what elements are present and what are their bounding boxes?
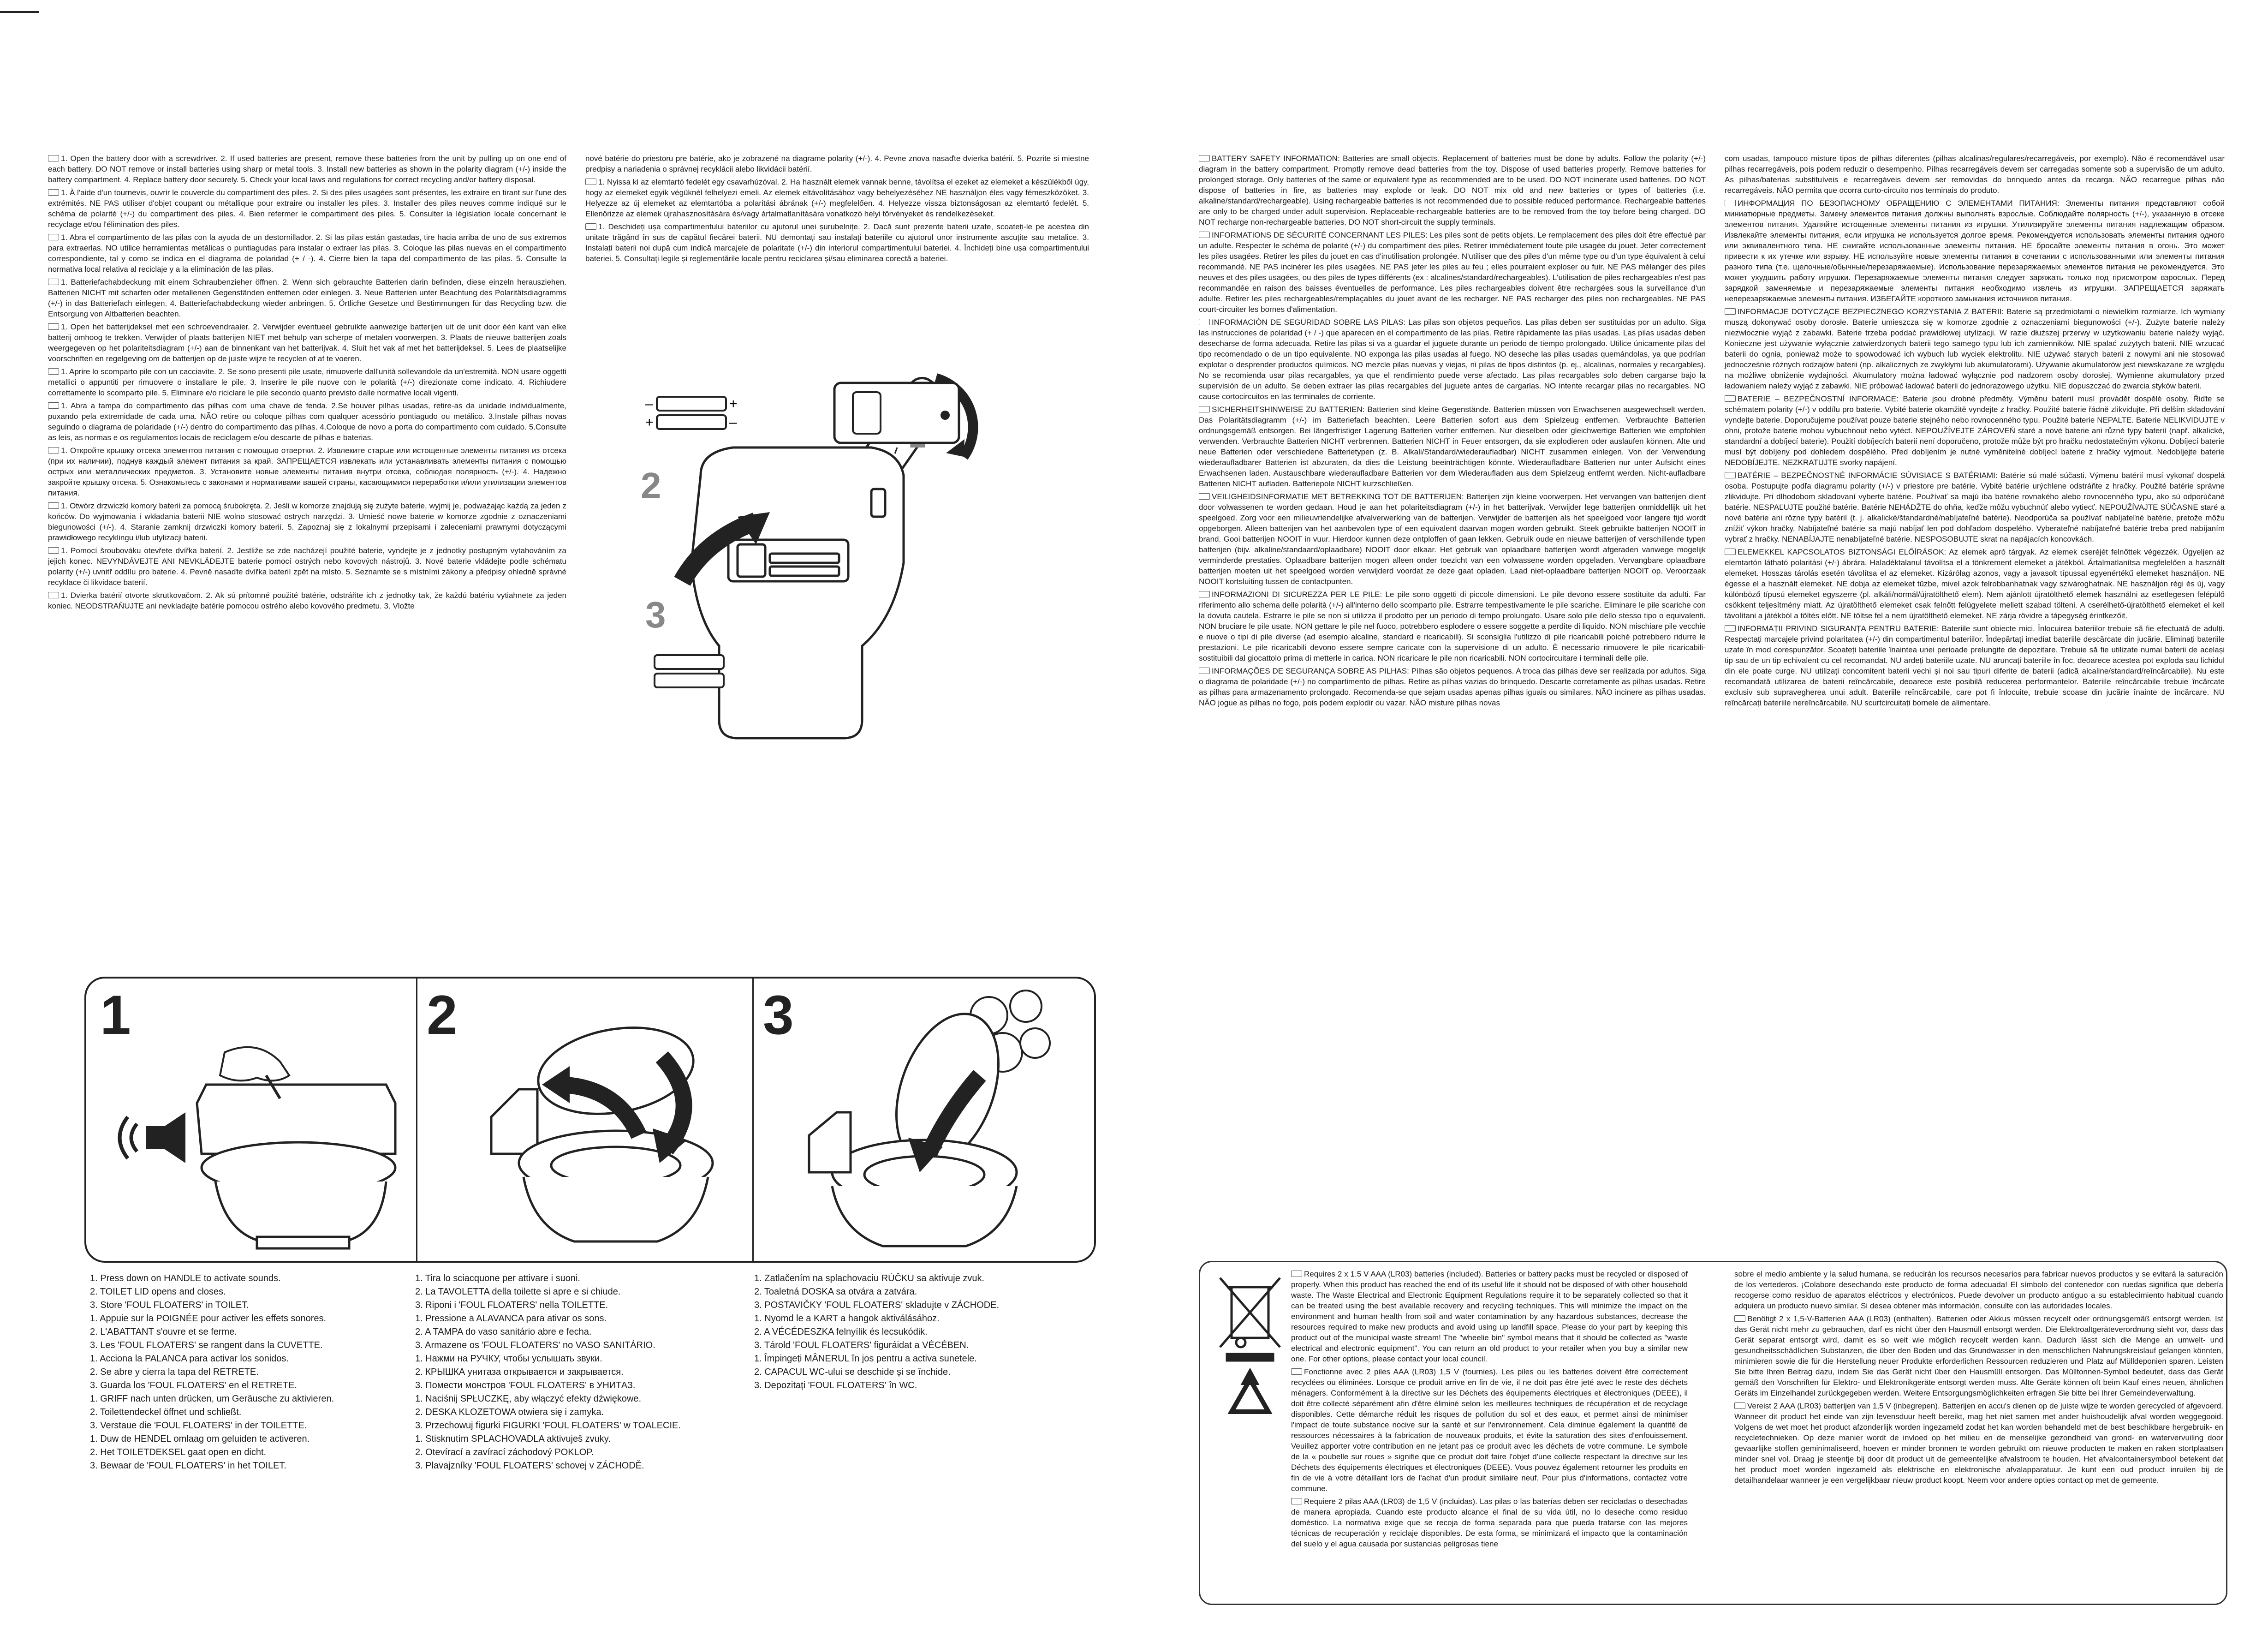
instruction-de: 1. Batteriefachabdeckung mit einem Schraubenzieher öffnen. 2. Wenn sich gebrauchte Batterien darin befinden, diese einzeln herausziehen. Batterien NICHT mit scharfen oder metallenen Gegenständen entfernen oder einlegen. 3. Neue Batterien unter Beachtung des Polaritätsdiagramms (+/-) in das Batteriefach einlegen. 4. Batteriefachabdeckung wieder anbringen. 5. Örtliche Gesetze und Bestimmungen für das Recycling bzw. die Entsorgung von Altbatterien beachten. [48, 278, 566, 318]
instruction-sk: 1. Dvierka batérií otvorte skrutkovačom. 2. Ak sú prítomné použité batérie, odstráňte ich z jednotky tak, že každú batériu vytiahnete za jeden koniec. NEODSTRAŇUJTE ani nevkladajte batérie pomocou ostrého alebo kovového predmetu. 3. Vložte [48, 591, 566, 610]
instruction-ru: 1. Откройте крышку отсека элементов питания с помощью отвертки. 2. Извлеките старые или истощенные элементы питания из отсека (при их наличии), поднув каждый элемент питания за край. ЗАПРЕЩАЕТСЯ извлекать или устанавливать элементы питания с помощью острых или металлических предметов. 3. Установите новые элементы питания внутри отсека, соблюдая полярность (+/-). 4. Надежно закройте крышку отсека. 5. Ознакомьтесь с законами и нормативами вашей страны, касающимися переработки и/или утилизации элементов питания. [48, 446, 566, 497]
flag-icon [48, 402, 59, 409]
safety-sk: BATÉRIE – BEZPEČNOSTNÉ INFORMÁCIE SÚVISIACE S BATÉRIAMI: Batérie sú malé súčasti. Výmenu batérií musí vykonať dospelá osoba. Postupujte podľa diagramu polarity (+/-) v priestore pre batérie. Vybité batérie urýchlene odstráňte z hračky. Použité batérie správne zlikvidujte. Pri dlhodobom skladovaní vyberte batérie. Používať sa majú iba batérie rovnakého alebo rovnocenného typu, ako sú odporúčané batérie. NESPAĽUJTE použité batérie. Batérie NEHÁDŽTE do ohňa, keďže môžu vybuchnúť alebo vytiecť. NEPOUŽÍVAJTE SÚČASNE staré a nové batérie ani rôzne typy batérií (t. j. alkalické/štandardné/nabíjateľné batérie). Neodporúča sa používať nabíjateľné batérie, pretože môžu znížiť výkon hračky. Nabíjateľné batérie sa majú nabíjať len pod dohľadom dospelého. Vyberateľné nabíjateľné batérie treba pred nabíjaním vybrať z hračky. NENABÍJAJTE nenabíjateľné batérie. NESPOSOBUJTE skrat na napájacích koncovkách. [1725, 471, 2225, 543]
flag-icon [48, 547, 59, 554]
toilet-store-illustration [795, 988, 1081, 1255]
captions-middle [415, 1272, 747, 1473]
caption-item: 1. Împingeți MÂNERUL în jos pentru a activa sunetele. [754, 1354, 977, 1364]
caption-item: 1. Naciśnij SPŁUCZKĘ, aby włączyć efekty dźwiękowe. [415, 1394, 642, 1404]
caption-item: 3. Depozitați 'FOUL FLOATERS' în WC. [754, 1380, 917, 1390]
recycling-text-right [1734, 1269, 2223, 1488]
caption-item: 1. Press down on HANDLE to activate sounds. [90, 1273, 281, 1283]
step-number-3: 3 [645, 594, 666, 635]
caption-item: 1. Acciona la PALANCA para activar los sonidos. [90, 1354, 289, 1364]
battery-cover [834, 383, 959, 443]
safety-ro: INFORMAȚII PRIVIND SIGURANȚA PENTRU BATERIE: Bateriile sunt obiecte mici. Înlocuirea bateriilor trebuie să fie efectuată de adulți. Respectați marcajele privind polaritatea (+/-) din compartimentul bateriilor. Îndepărtați imediat bateriile descărcate din jucărie. Eliminați bateriile uzate în mod corespunzător. Scoateți bateriile înaintea unei perioade prelungite de depozitare. Trebuie să fie utilizate numai baterii de același tip sau de un tip echivalent cu cel recomandat. NU ardeți bateriile uzate. NU aruncați bateriile în foc, deoarece acestea pot exploda sau lichidul din ele poate curge. NU utilizați concomitent baterii vechi și noi sau tipuri diferite de baterii (adică alcaline/standard/reîncărcabile). Nu este recomandată utilizarea de baterii reîncărcabile, deoarece este posibilă reducerea performanțelor. Bateriile reîncărcabile trebuie încărcate exclusiv sub supravegherea unui adult. Bateriile reîncărcabile, care pot fi înlocuite, trebuie scoase din jucărie înainte de încărcare. NU reîncărcați bateriile nereîncărcabile. NU scurtcircuitați bornele de alimentare. [1725, 624, 2225, 707]
hand-icon [220, 1047, 289, 1081]
flag-icon [1199, 232, 1210, 238]
caption-item: 1. Zatlačením na splachovaciu RÚČKU sa aktivuje zvuk. [754, 1273, 985, 1283]
battery-instructions-column-1 [48, 153, 566, 614]
instruction-hu: 1. Nyissa ki az elemtartó fedelét egy csavarhúzóval. 2. Ha használt elemek vannak benne, távolítsa el ezeket az elemeket a készülékből úgy, hogy az elemeket egyik végüknél felhelyezi emeli. Az elemek eltávolításához vagy behelyezéséhez NE használjon éles vagy fémeszközöket. 3. Helyezze az új elemeket az elemtartóba a polaritási ábrának (+/-) megfelelően. 4. Helyezze vissza biztonságosan az elemtartó fedelét. 5. Ellenőrizze az elemek újrahasznosítására és/vagy ártalmatlanítására vonatkozó helyi törvényeket és rendelkezéseket. [585, 178, 1089, 218]
caption-item: 2. Toilettendeckel öffnet und schließt. [90, 1407, 242, 1417]
caption-item: 1. Нажми на РУЧКУ, чтобы услышать звуки. [415, 1354, 602, 1364]
battery-install-illustration [585, 323, 1185, 923]
caption-item: 2. DESKA KLOZETOWA otwiera się i zamyka. [415, 1407, 604, 1417]
flag-icon [585, 179, 596, 185]
caption-item: 2. TOILET LID opens and closes. [90, 1287, 226, 1297]
caption-item: 1. Appuie sur la POIGNÉE pour activer les effets sonores. [90, 1313, 327, 1324]
flag-icon [1734, 1402, 1745, 1409]
flag-icon [1725, 200, 1736, 206]
minus-sign: – [645, 396, 653, 412]
caption-item: 2. La TAVOLETTA della toilette si apre e si chiude. [415, 1287, 621, 1297]
flag-icon [1725, 308, 1736, 315]
safety-ru: ИНФОРМАЦИЯ ПО БЕЗОПАСНОМУ ОБРАЩЕНИЮ С ЭЛЕМЕНТАМИ ПИТАНИЯ: Элементы питания представляют собой миниатюрные предметы. Замену элементов питания должны выполнять взрослые. Соблюдайте полярность (+/-), указанную в отсеке элементов питания. Удаляйте истощенные элементы питания из игрушки. Утилизируйте элементы питания надлежащим образом. Извлекайте элементы питания, если игрушка не используется долгое время. Рекомендуется использовать элементы питания одного или эквивалентного типа. НЕ сжигайте использованные элементы питания. НЕ бросайте элементы питания в огонь. Это может привести к их утечке или взрыву. НЕ используйте новые элементы питания в сочетании с использованными или элементы питания разного типа (т.е. щелочные/обычные/перезаряжаемые). Использование перезаряжаемых элементов питания не рекомендуется. Это может ухудшить работу игрушки. Перезаряжаемые элементы питания следует заряжать только под присмотром взрослых. Перед зарядкой заменяемые и перезаряжаемые элементы питания необходимо извлечь из игрушки. ЗАПРЕЩАЕТСЯ заряжать неперезаряжаемые элементы питания. ИЗБЕГАЙТЕ короткого замыкания источников питания. [1725, 199, 2225, 303]
flag-icon [1199, 668, 1210, 674]
battery-instructions-column-2 [585, 153, 1089, 266]
flag-icon [1199, 319, 1210, 325]
recycling-de: Benötigt 2 x 1,5-V-Batterien AAA (LR03) (enthalten). Batterien oder Akkus müssen recycelt oder ordnungsgemäß entsorgt werden. Ist das Gerät nicht mehr zu gebrauchen, darf es nicht über den Hausmüll entsorgt werden. Die Elektroaltgeräteverordnung sieht vor, dass das Gerät separat entsorgt wird, damit es so weit wie möglich recycelt werden kann. Dadurch lässt sich die Menge an umwelt- und gesundheitsschädlichen Substanzen, die über den Boden und das Grundwasser in den menschlichen Nahrungskreislauf gelangen könnten, minimieren sowie die für die Herstellung neuer Produkte erforderlichen Ressourcen reduzieren und Platz auf Mülldeponien sparen. Leisten Sie bitte Ihren Beitrag dazu, indem Sie das Gerät nicht über den Hausmüll entsorgen. Das Mülltonnen-Symbol bedeutet, dass das Gerät gemäß den Vorschriften für Elektro- und Elektronikgeräte entsorgt werden muss. Alte Geräte können oft beim Kauf eines neuen, ähnlichen Geräts im Einzelhandel zurückgegeben werden. Weitere Entsorgungsmöglichkeiten erfragen Sie bitte bei Ihrer Gemeindeverwaltung. [1734, 1314, 2223, 1397]
safety-pl: INFORMACJE DOTYCZĄCE BEZPIECZNEGO KORZYSTANIA Z BATERII: Baterie są przedmiotami o niewielkim rozmiarze. Ich wymiany muszą dokonywać osoby dorosłe. Baterie umieszcza się w komorze zgodnie z oznaczeniami biegunowości (+/-). Zużyte baterie należy niezwłocznie wyjąć z zabawki. Baterie trzeba poddać prawidłowej utylizacji. W razie dłuższej przerwy w użytkowaniu baterie należy wyjąć. Konieczne jest używanie wyłącznie zatwierdzonych baterii tego samego typu lub ich zamienników. NIE spalać zużytych baterii. NIE wrzucać baterii do ognia, ponieważ może to spowodować ich wybuch lub wyciek elektrolitu. NIE używać starych baterii z nowymi ani nie stosować jednocześnie różnych rodzajów baterii (np. alkalicznych ze zwykłymi lub akumulatorami). Używanie akumulatorów jest niewskazane ze względu na możliwe obniżenie wydajności. Akumulatory można ładować wyłącznie pod nadzorem osoby dorosłej. Wymienne akumulatory przed ładowaniem należy wyjąć z zabawki. NIE próbować ładować baterii do jednorazowego użytku. NIE dopuszczać do zwarcia styków baterii. [1725, 307, 2225, 390]
flag-icon [1199, 155, 1210, 161]
battery-safety-column-4 [1725, 153, 2225, 710]
toilet-illustration [809, 1000, 1018, 1246]
flag-icon [48, 502, 59, 509]
panel-2 [417, 979, 752, 1261]
safety-hu: ELEMEKKEL KAPCSOLATOS BIZTONSÁGI ELŐÍRÁSOK: Az elemek apró tárgyak. Az elemek cseréjét felnőttek végezzék. Ügyeljen az elemtartón látható polaritási (+/-) ábrára. Haladéktalanul távolítsa el a tönkrement elemeket a játékból. Ártalmatlanítsa megfelelően a használt elemeket. Hosszas tárolás esetén távolítsa el az elemeket. Kizárólag azonos, vagy a javasolt típussal egyenértékű elemeket használjon. NE égesse el a használt elemeket. NE dobja az elemeket tűzbe, mivel azok felrobbanhatnak vagy szivároghatnak. NE használjon régi és új, vagy különböző típusú elemeket egyszerre (pl. alkáli/normál/újratölthető elem). Nem ajánlott újratölthető elemek használni az esetlegesen felépülő csökkent teljesítmény miatt. Az újratölthető elemeket csak felnőtt felügyelete mellett szabad tölteni. A cserélhető-újratölthető elemeket el kell távolítani a játékból a töltés előtt. NE töltse fel a nem újratölthető elemeket. NE zárja rövidre a tápegység érintkezőit. [1725, 548, 2225, 620]
caption-item: 2. КРЫШКА унитаза открывается и закрывается. [415, 1367, 624, 1377]
safety-es: INFORMACIÓN DE SEGURIDAD SOBRE LAS PILAS: Las pilas son objetos pequeños. Las pilas deben ser sustituidas por un adulto. Siga las instrucciones de polaridad (+ / -) que aparecen en el compartimento de las pilas. Retire rápidamente las pilas usadas. Las pilas usadas deben desecharse de forma adecuada. Retire las pilas si va a guardar el juguete durante un periodo de tiempo prolongado. Utilice únicamente pilas del tipo recomendado o de un tipo equivalente. NO exponga las pilas usadas al fuego. NO deseche las pilas usadas quemándolas, ya que podrían explotar o desprender productos químicos. NO mezcle pilas nuevas y viejas, ni pilas de tipos distintos (p. ej., alcalinas, normales y recargables). No se recomienda usar pilas recargables, ya que el rendimiento puede verse afectado. Las pilas recargables solo deben cargarse bajo la supervisión de un adulto. Se deben extraer las pilas recargables del juguete antes de cargarlas. NO intente recargar pilas no recargables. NO cause cortocircuitos en las terminales de corriente. [1199, 318, 1706, 401]
instruction-sk-cont: nové batérie do priestoru pre batérie, ako je zobrazené na diagrame polarity (+/-). 4. Pevne znova nasaďte dvierka batérií. 5. Pozrite si miestne predpisy a nariadenia o správnej recyklácii alebo likvidácii batérií. [585, 154, 1089, 173]
flag-icon [1725, 625, 1736, 632]
caption-item: 2. Otevírací a zavírací záchodový POKLOP. [415, 1447, 594, 1457]
panel-number-1: 1 [100, 984, 130, 1046]
panel-number-2: 2 [427, 984, 457, 1046]
safety-pt: INFORMAÇÕES DE SEGURANÇA SOBRE AS PILHAS: Pilhas são objetos pequenos. A troca das pilhas deve ser realizada por adultos. Siga o diagrama de polaridade (+/-) no compartimento de pilhas. Retire as pilhas vazias do brinquedo. Descarte corretamente as pilhas usadas. Retire as pilhas para armazenamento prolongado. Recomenda-se que sejam usadas apenas pilhas iguais ou similares. NÃO incinere as pilhas usadas. NÃO jogue as pilhas no fogo, pois podem explodir ou vazar. NÃO misture pilhas novas [1199, 667, 1706, 707]
flag-icon [1725, 395, 1736, 402]
safety-cz: BATERIE – BEZPEČNOSTNÍ INFORMACE: Baterie jsou drobné předměty. Výměnu baterií musí provádět dospělé osoby. Řiďte se schématem polarity (+/-) v oddílu pro baterie. Vybité baterie okamžitě vyndejte z hračky. Použité baterie řádně zlikvidujte. Při delším skladování vyndejte baterie. Doporučujeme používat pouze baterie stejného nebo rovnocenného typu. Použité baterie NEPALTE. Baterie NELIKVIDUJTE v ohni, protože baterie mohou vybuchnout nebo vytéct. NEPOUŽÍVEJTE ZÁROVEŇ staré a nové baterie ani různé typy baterií (např. alkalické, standardní a dobíjecí baterie). Použití dobíjecích baterií není doporučeno, protože může být pro hračku nedostatečným výkonu. Dobíjecí baterie musí být dobíjeny pod dohledem dospělého. Před dobíjením je nutné vyměnitelné dobíjecí baterie z hračky vyjmout. Nedobíjejte baterie NEDOBÍJEJTE. NEZKRATUJTE svorky napájení. [1725, 394, 2225, 467]
safety-pt-cont: com usadas, tampouco misture tipos de pilhas diferentes (pilhas alcalinas/regulares/recarregáveis, por exemplo). Não é recomendável usar pilhas recarregáveis, pois podem reduzir o desempenho. Pilhas recarregáveis devem ser carregadas somente sob a supervisão de um adulto. As pilhas/baterias substituíveis e recarregáveis devem ser removidas do brinquedo antes da recarga. NÃO recarregue pilhas não recarregáveis. NÃO permita que ocorra curto-circuito nos terminais do produto. [1725, 154, 2225, 195]
caption-item: 1. Stisknutím SPLACHOVADLA aktivuješ zvuky. [415, 1434, 611, 1444]
instruction-cz: 1. Pomocí šroubováku otevřete dvířka baterií. 2. Jestliže se zde nacházejí použité baterie, vyndejte je z jednotky postupným vytahováním za jejich konec. NEVYNDÁVEJTE ANI NEVKLÁDEJTE baterie pomocí ostrých nebo kovových nástrojů. 3. Nové baterie vkládejte podle schématu polarity (+/-) uvnitř oddílu pro baterie. 4. Pevně nasaďte dvířka baterií zpět na místo. 5. Seznamte se s místními zákony a předpisy ohledně správné recyklace či likvidace baterií. [48, 546, 566, 587]
recycling-fr: Fonctionne avec 2 piles AAA (LR03) 1,5 V (fournies). Les piles ou les batteries doivent être correctement recyclées ou éliminées. Lorsque ce produit arrive en fin de vie, il ne doit pas être jeté avec le reste des déchets ménagers. Conformément à la directive sur les Déchets des équipements électriques et électroniques (DEEE), il doit être collecté séparément afin d'être éliminé selon les meilleures techniques de récupération et de recyclage disponibles. Cette démarche réduit les risques de pollution du sol et des eaux, et permet ainsi de minimiser l'impact de toute substance nocive sur la santé et sur l'environnement. Cela diminue également la quantité de ressources nécessaires à la fabrication de nouveaux produits, et évite la saturation des sites d'enfouissement. Veuillez apporter votre contribution en ne jetant pas ce produit avec les déchets de votre commune. Le symbole de la « poubelle sur roues » signifie que ce produit doit faire l'objet d'une collecte respectant la directive sur les Déchets des équipements électriques et électroniques (DEEE). Vous pouvez également retourner les produits en fin de vie à votre détaillant lors de l'achat d'un produit similaire neuf. Pour plus d'informations, contactez votre commune. [1291, 1367, 1688, 1493]
recycling-nl: Vereist 2 AAA (LR03) batterijen van 1,5 V (inbegrepen). Batterijen en accu's dienen op de juiste wijze te worden gerecycled of afgevoerd. Wanneer dit product het einde van zijn levensduur heeft bereikt, mag het niet samen met ander huishoudelijk afval worden weggegooid. Volgens de wet moet het product afzonderlijk worden ingezameld zodat het kan worden behandeld met de best beschikbare hergebruik- en recycletechnieken. Op deze manier wordt de invloed op het milieu en de menselijke gezondheid van grond- en watervervuiling door gevaarlijke stoffen geminimaliseerd, hoeven er minder bronnen te worden gebruikt om nieuwe producten te maken en raken stortplaatsen minder snel vol. Draag je steentje bij door dit product uit de gemeentelijke afvalstroom te houden. Het afvalcontainersymbool betekent dat het product moet worden ingezameld als elektrische en elektronische afvalapparatuur. Je kunt een oud product inruilen bij de detailhandelaar wanneer je een vergelijkbaar nieuw product koopt. Neem voor andere opties contact op met de gemeente. [1734, 1402, 2223, 1485]
caption-item: 2. L'ABATTANT s'ouvre et se ferme. [90, 1327, 237, 1337]
caption-item: 2. Se abre y cierra la tapa del RETRETE. [90, 1367, 259, 1377]
instruction-it: 1. Aprire lo scomparto pile con un cacciavite. 2. Se sono presenti pile usate, rimuoverle dall'unità sollevandole da un'estremità. NON usare oggetti metallici o appuntiti per rimuovere o installare le pile. 3. Inserire le pile nuove con le polarità (+/-) direzionate come indicato. 4. Richiudere correttamente lo scomparto pile. 5. Eliminare e/o riciclare le pile secondo quanto previsto dalle normative locali vigenti. [48, 367, 566, 397]
panel-1 [86, 979, 416, 1261]
minus-sign: – [729, 415, 737, 430]
battery-pair-top [645, 396, 738, 430]
caption-item: 1. Tira lo sciacquone per attivare i suoni. [415, 1273, 580, 1283]
caption-item: 3. Les 'FOUL FLOATERS' se rangent dans la CUVETTE. [90, 1340, 323, 1350]
plus-sign: + [729, 396, 738, 412]
safety-en: BATTERY SAFETY INFORMATION: Batteries are small objects. Replacement of batteries must be done by adults. Follow the polarity (+/-) diagram in the battery compartment. Promptly remove dead batteries from the toy. Dispose of used batteries properly. Remove batteries for prolonged storage. Only batteries of the same or equivalent type as recommended are to be used. DO NOT incinerate used batteries. DO NOT dispose of batteries in fire, as batteries may explode or leak. DO NOT mix old and new batteries or types of batteries (i.e. alkaline/standard/rechargeable). Using rechargeable batteries is not recommended due to possible reduced performance. Rechargeable batteries are only to be charged under adult supervision. Replaceable-rechargeable batteries are to be removed from the toy before being charged. DO NOT recharge non-rechargeable batteries. DO NOT short-circuit the supply terminals. [1199, 154, 1706, 227]
toilet-lid-illustration [464, 997, 740, 1255]
caption-item: 3. Armazene os 'FOUL FLOATERS' no VASO SANITÁRIO. [415, 1340, 655, 1350]
flag-icon [48, 368, 59, 375]
instruction-es: 1. Abra el compartimento de las pilas con la ayuda de un destornillador. 2. Si las pilas están gastadas, tire hacia arriba de uno de sus extremos para extraerlas. NO utilice herramientas metálicas o puntiagudas para instalar o extraer las pilas. 3. Coloque las pilas nuevas en el compartimento correspondiente, tal y como se indica en el diagrama de polaridad (+ / -). 4. Cierre bien la tapa del compartimento de las pilas. 5. Consulte la normativa local relativa al reciclaje y a la eliminación de las pilas. [48, 233, 566, 274]
flag-icon [1725, 549, 1736, 555]
flag-icon [1291, 1498, 1302, 1504]
instruction-en: 1. Open the battery door with a screwdriver. 2. If used batteries are present, remove these batteries from the unit by pulling up on one end of each battery. DO NOT remove or install batteries using sharp or metal tools. 3. Install new batteries as shown in the polarity diagram (+/-) inside the battery compartment. 4. Replace battery door securely. 5. Check your local laws and regulations for correct recycling and/or battery disposal. [48, 154, 566, 184]
toilet-illustration [691, 448, 904, 738]
recycling-text-left [1199, 1269, 1688, 1551]
safety-nl: VEILIGHEIDSINFORMATIE MET BETREKKING TOT DE BATTERIJEN: Batterijen zijn kleine voorwerpen. Het vervangen van batterijen dient door volwassenen te worden gedaan. Houd je aan het polariteitsdiagram (+/-) in het batterijvak. Verwijder lege batterijen onmiddellijk uit het speelgoed. Zorg voor een milieuvriendelijke afvalverwerking van de batterijen. Verwijder de batterijen als het speelgoed voor langere tijd wordt opgeborgen. Alleen batterijen van het aanbevolen type of een equivalent daarvan mogen worden gebruikt. Steek gebruikte batterijen NOOIT in brand. Gooi batterijen NOOIT in vuur. Hierdoor kunnen deze ontploffen of gaan lekken. Gebruik oude en nieuwe batterijen of verschillende typen batterijen (bijv. alkaline/standaard/oplaadbare) NOOIT door elkaar. Het gebruik van oplaadbare batterijen wordt afgeraden vanwege mogelijk verminderde prestaties. Oplaadbare batterijen mogen alleen onder toezicht van een volwassene worden opgeladen. Vervangbare oplaadbare batterijen moeten uit het speelgoed worden verwijderd voordat ze deze gaat opladen. Laad niet-oplaadbare batterijen NOOIT op. Veroorzaak NOOIT kortsluiting tussen de contactpunten. [1199, 492, 1706, 586]
recycling-es: Requiere 2 pilas AAA (LR03) de 1,5 V (incluidas). Las pilas o las baterías deben ser recicladas o desechadas de manera apropiada. Cuando este producto alcance el final de su vida útil, no lo deseche como residuo doméstico. La normativa exige que se recoja de forma separada para que pueda tratarse con las mejores técnicas de recuperación y reciclaje disponibles. De esta forma, se minimizará el impacto que la contaminación del suelo y el agua causada por sustancias peligrosas tiene [1291, 1497, 1688, 1548]
instruction-pl: 1. Otwórz drzwiczki komory baterii za pomocą śrubokręta. 2. Jeśli w komorze znajdują się zużyte baterie, wyjmij je, podważając każdą za jeden z końców. Do wyjmowania i wkładania baterii NIE wolno stosować ostrych narzędzi. 3. Umieść nowe baterie w komorze zgodnie z oznaczeniami biegunowości (+/-). 4. Staranie zamknij drzwiczki komory baterii. 5. Zapoznaj się z lokalnymi przepisami i zaleceniami prawnymi dotyczącymi prawidłowego recyklingu i/lub utylizacji baterii. [48, 501, 566, 542]
recycling-en: Requires 2 x 1.5 V AAA (LR03) batteries (included). Batteries or battery packs must be recycled or disposed of properly. When this product has reached the end of its useful life it should not be disposed of with other household waste. The Waste Electrical and Electronic Equipment Regulations require it to be separately collected so that it can be treated using the best available recovery and recycling techniques. This will minimize the impact on the environment and human health from soil and water contamination by any hazardous substances, decrease the resources required to make new products and avoid using up landfill space. Please do your part by keeping this product out of the municipal waste stream! The "wheelie bin" symbol means that it should be collected as "waste electrical and electronic equipment". You can return an old product to your retailer when you buy a similar new one. For other options, please contact your local council. [1291, 1270, 1688, 1363]
panel-number-3: 3 [763, 984, 793, 1046]
flag-icon [1725, 472, 1736, 478]
flag-icon [48, 189, 59, 196]
flag-icon [1199, 493, 1210, 500]
flag-icon [585, 223, 596, 230]
play-instructions-strip [84, 977, 1096, 1263]
flag-icon [1291, 1271, 1302, 1277]
caption-item: 2. A VÉCÉDESZKA felnyílik és lecsukódik. [754, 1327, 928, 1337]
flag-icon [48, 234, 59, 240]
battery-safety-column-3 [1199, 153, 1706, 710]
caption-item: 2. A TAMPA do vaso sanitário abre e fecha. [415, 1327, 592, 1337]
speaker-icon [120, 1112, 186, 1163]
panel-3 [754, 979, 1094, 1261]
flag-icon [48, 592, 59, 598]
flag-icon [48, 155, 59, 161]
flag-icon [1199, 591, 1210, 597]
safety-de: SICHERHEITSHINWEISE ZU BATTERIEN: Batterien sind kleine Gegenstände. Batterien müssen von Erwachsenen ausgewechselt werden. Das Polaritätsdiagramm (+/-) im Batteriefach beachten. Leere Batterien sofort aus dem Spielzeug entfernen. Verbrauchte Batterien ordnungsgemäß entsorgen. Bei längerfristiger Lagerung Batterien vorher entfernen. Nur dieselben oder gleichwertige Batterien wie empfohlen verwenden. Verbrauchte Batterien NICHT verbrennen. Batterien NICHT in Feuer entsorgen, da sie explodieren oder auslaufen können. Alte und neue Batterien oder verschiedene Batterietypen (z. B. Alkali/Standard/wiederaufladbar) NICHT zusammen einlegen. Von der Verwendung wiederaufladbarer Batterien ist abzuraten, da dies die Leistung beeinträchtigen könnte. Wiederaufladbare Batterien nur unter Aufsicht eines Erwachsenen laden. Austauschbare wiederaufladbare Batterien vor dem Wiederaufladen aus dem Spielzeug entfernt werden. Nicht-aufladbare Batterien NICHT aufladen. Batteriepole NICHT kurzschließen. [1199, 405, 1706, 488]
caption-item: 3. Tárold 'FOUL FLOATERS' figuráidat a VÉCÉBEN. [754, 1340, 969, 1350]
caption-item: 2. CAPACUL WC-ului se deschide și se închide. [754, 1367, 951, 1377]
caption-item: 3. Plavajzníky 'FOUL FLOATERS' schovej v ZÁCHODĚ. [415, 1461, 644, 1471]
toilet-illustration [197, 1085, 395, 1248]
captions-right [754, 1272, 1086, 1393]
battery-pair-bottom [655, 655, 724, 687]
flag-icon [48, 279, 59, 285]
top-rule [0, 11, 39, 13]
caption-item: 3. Store 'FOUL FLOATERS' in TOILET. [90, 1300, 249, 1310]
caption-item: 1. Nyomd le a KART a hangok aktiválásához. [754, 1313, 940, 1324]
step-number-2: 2 [641, 465, 661, 506]
caption-item: 3. Riponi i 'FOUL FLOATERS' nella TOILETTE. [415, 1300, 608, 1310]
caption-item: 3. Przechowuj figurki FIGURKI 'FOUL FLOATERS' w TOALECIE. [415, 1420, 681, 1431]
instruction-fr: 1. À l'aide d'un tournevis, ouvrir le couvercle du compartiment des piles. 2. Si des piles usagées sont présentes, les extraire en tirant sur l'une des extrémités. NE PAS utiliser d'objet coupant ou métallique pour extraire ou installer les piles. 3. Installer des piles neuves comme indiqué sur le schéma de polarité (+/-) du compartiment des piles. 4. Bien refermer le compartiment des piles. 5. Consulter la législation locale concernant le recyclage et/ou l'élimination des piles. [48, 188, 566, 229]
caption-item: 3. POSTAVIČKY 'FOUL FLOATERS' skladujte v ZÁCHODE. [754, 1300, 1000, 1310]
caption-item: 3. Verstaue die 'FOUL FLOATERS' in der TOILETTE. [90, 1420, 307, 1431]
caption-item: 1. Duw de HENDEL omlaag om geluiden te activeren. [90, 1434, 310, 1444]
caption-item: 3. Помести монстров 'FOUL FLOATERS' в УНИТАЗ. [415, 1380, 636, 1390]
caption-item: 1. GRIFF nach unten drücken, um Geräusche zu aktivieren. [90, 1394, 334, 1404]
caption-item: 2. Het TOILETDEKSEL gaat open en dicht. [90, 1447, 267, 1457]
safety-fr: INFORMATIONS DE SÉCURITÉ CONCERNANT LES PILES: Les piles sont de petits objets. Le remplacement des piles doit être effectué par un adulte. Respecter le schéma de polarité (+/-) du compartiment des piles. Retirer immédiatement toute pile usagée du jouet. Jeter correctement les piles usagées. Retirer les piles du jouet en cas d'inutilisation prolongée. N'utiliser que des piles d'un même type ou d'un type équivalent à celui recommandé. NE PAS incinérer les piles usagées. NE PAS jeter les piles au feu ; elles pourraient exploser ou fuir. NE PAS mélanger des piles neuves et des piles usagées, ou des piles de types différents (ex : alcalines/standard/rechargeables). L'utilisation de piles rechargeables n'est pas recommandée en raison des baisses éventuelles de performance. Les piles rechargeables doivent être rechargées sous la surveillance d'un adulte. Retirer les piles rechargeables/remplaçables du jouet avant de les recharger. NE PAS recharger des piles non rechargeables. NE PAS court-circuiter les bornes d'alimentation. [1199, 231, 1706, 314]
caption-item: 2. Toaletná DOSKA sa otvára a zatvára. [754, 1287, 917, 1297]
caption-item: 1. Pressione a ALAVANCA para ativar os sons. [415, 1313, 607, 1324]
instruction-pt: 1. Abra a tampa do compartimento das pilhas com uma chave de fenda. 2.Se houver pilhas usadas, retire-as da unidade individualmente, puxando pela extremidade de cada uma. NÃO retire ou coloque pilhas com qualquer acessório pontiagudo ou metálico. 3.Instale pilhas novas seguindo o diagrama de polaridade (+/-) dentro do compartimento das pilhas. 4.Coloque de novo a porta do compartimento com cuidado. 5.Consulte as leis, as normas e os regulamentos locais de reciclagem e/ou descarte de pilhas e baterias. [48, 401, 566, 442]
flag-icon [1734, 1315, 1745, 1322]
recycling-es-cont: sobre el medio ambiente y la salud humana, se reducirán los recursos necesarios para fabricar nuevos productos y se evitará la saturación de los vertederos. ¡Colabore desechando este producto de forma adecuada! El símbolo del contenedor con ruedas significa que debería recogerse como residuo de aparatos eléctricos y electrónicos. Puede devolver un producto antiguo a su establecimiento habitual cuando adquiera un producto nuevo similar. Si desea obtener más información, consulte con las autoridades locales. [1734, 1270, 2223, 1310]
instruction-nl: 1. Open het batterijdeksel met een schroevendraaier. 2. Verwijder eventueel gebruikte aanwezige batterijen uit de unit door één kant van elke batterij omhoog te trekken. Verwijder of plaats batterijen NIET met behulp van scherpe of metalen voorwerpen. 3. Plaats de nieuwe batterijen zoals weergegeven op het polariteitsdiagram (+/-) aan de binnenkant van het batterijvak. 4. Sluit het vak af met het batterijdeksel. 5. Lees de plaatselijke voorschriften en regelgeving om de batterijen op de juiste wijze te recyclen of af te voeren. [48, 322, 566, 363]
caption-item: 3. Bewaar de 'FOUL FLOATERS' in het TOILET. [90, 1461, 286, 1471]
plus-sign: + [645, 415, 654, 430]
flag-icon [48, 447, 59, 454]
flag-icon [48, 323, 59, 330]
flag-icon [1199, 406, 1210, 412]
flag-icon [1291, 1368, 1302, 1375]
safety-it: INFORMAZIONI DI SICUREZZA PER LE PILE: Le pile sono oggetti di piccole dimensioni. Le pile devono essere sostituite da adulti. Far riferimento allo schema delle polarità (+/-) all'interno dello scomparto pile. Estrarre tempestivamente le pile scariche. Eliminare le pile scariche con la dovuta cautela. Estrarre le pile se non si utilizza il prodotto per un periodo di tempo prolungato. Usare solo pile dello stesso tipo o equivalenti. NON bruciare le pile usate. NON gettare le pile nel fuoco, potrebbero esplodere o essere soggette a perdite di liquido. NON mischiare pile vecchie e nuove o tipi di pile diverse (ad esempio alcaline, standard e ricaricabili). Si sconsiglia l'utilizzo di pile ricaricabili poiché potrebbero ridurre le prestazioni. Le pile ricaricabili devono essere sempre caricate con la supervisione di un adulto. È necessario rimuovere le pile ricaricabili-sostituibili dal giocattolo prima di metterle in carica. NON ricaricare le pile non ricaricabili. NON cortocircuitare i terminali delle pile. [1199, 590, 1706, 662]
toilet-sound-illustration [105, 1034, 409, 1251]
caption-item: 3. Guarda los 'FOUL FLOATERS' en el RETRETE. [90, 1380, 297, 1390]
instruction-ro: 1. Deschideți ușa compartimentului bateriilor cu ajutorul unei șurubelnițe. 2. Dacă sunt prezente baterii uzate, scoateți-le pe acestea din unitate trăgând în sus de capătul fiecărei baterii. NU demontați sau instalați bateriile cu ajutorul unor instrumente ascuțite sau metalice. 3. Instalați baterii noi după cum indică marcajele de polaritate (+/-) din interiorul compartimentului bateriei. 4. Închideți bine ușa compartimentului bateriei. 5. Consultați legile și reglementările locale pentru reciclarea și/sau eliminarea corectă a bateriei. [585, 222, 1089, 263]
captions-left [90, 1272, 413, 1473]
